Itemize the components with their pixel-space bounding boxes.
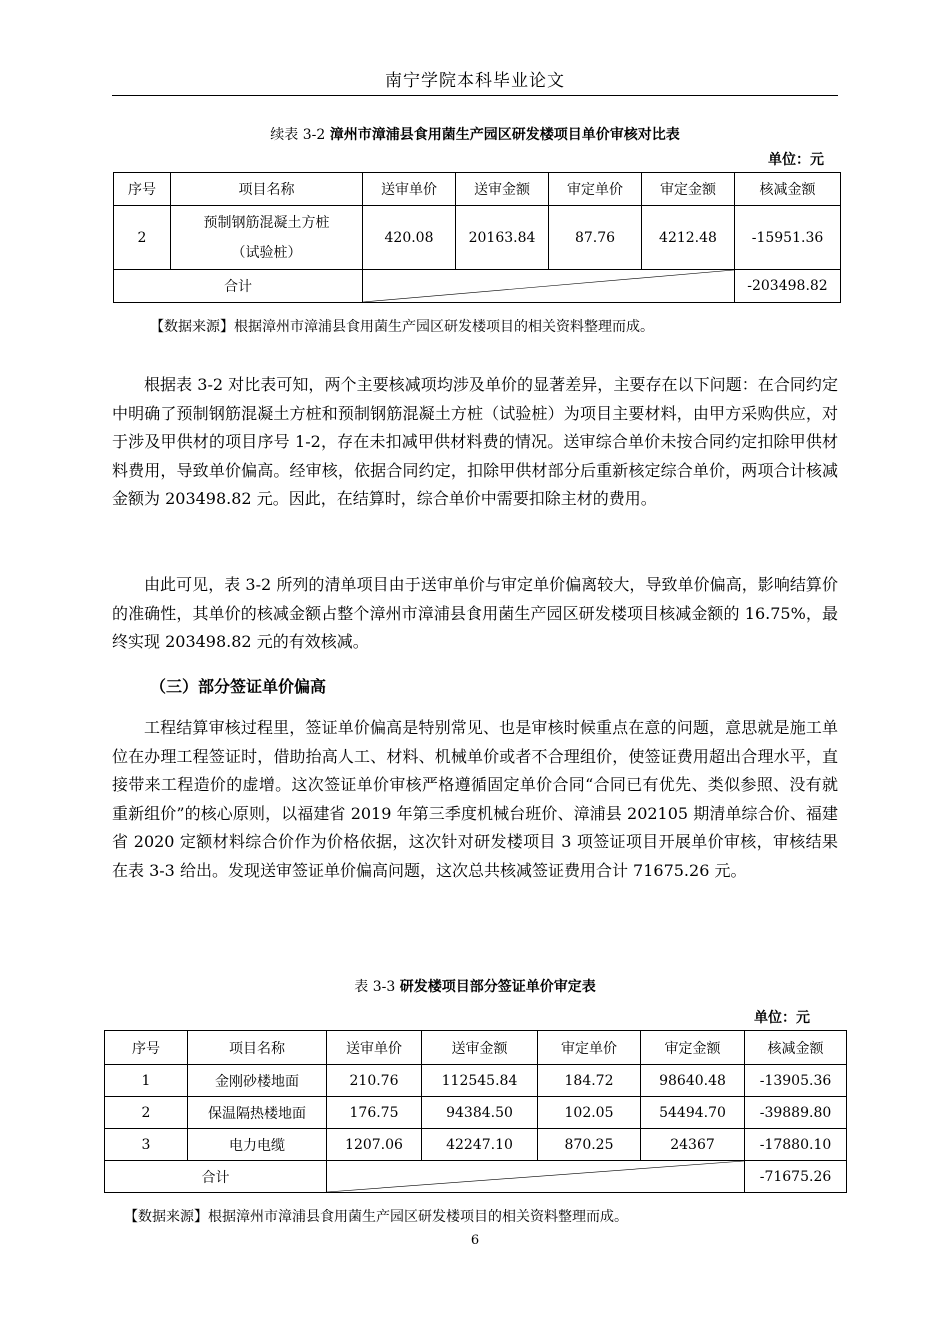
- row-number-cell: 1: [105, 1065, 188, 1097]
- table2-unit: 单位：元: [754, 1010, 810, 1026]
- table2-header-row: [105, 1031, 847, 1065]
- submit-amount-cell: 20163.84: [456, 206, 549, 270]
- table1-header-cell: 核减金额: [735, 173, 841, 206]
- item-name-cell: [171, 206, 363, 270]
- submit-amount-cell: 112545.84: [422, 1065, 538, 1097]
- header-rule: [112, 95, 838, 96]
- body-paragraph-3: 工程结算审核过程里，签证单价偏高是特别常见、也是审核时候重点在意的问题，意思就是施工单位在办理工程签证时，借助抬高人工、材料、机械单价或者不合理组价，使签证费用超出合理水平，直接带来工程造价的虚增。这次签证单价审核严格遵循固定单价合同“合同已有优先、类似参照、没有就重新组价”的核心原则，以福建省 2019 年第三季度机械台班价、漳浦县 202105 期清单综合价、福建省 2020 定额材料综合价作为价格依据，这次针对研发楼项目 3 项签证项目开展单价审核，审核结果在表 3-3 给出。发现送审签证单价偏高问题，这次总共核减签证费用合计 71675.26 元。: [112, 718, 838, 880]
- total-blank-diagonal-cell: [327, 1161, 745, 1193]
- table1-caption-title: 漳州市漳浦县食用菌生产园区研发楼项目单价审核对比表: [329, 127, 680, 143]
- diagonal-line: [363, 270, 734, 302]
- section-heading: （三）部分签证单价偏高: [150, 677, 327, 696]
- reduction-cell: -39889.80: [745, 1097, 847, 1129]
- reduction-cell: -13905.36: [745, 1065, 847, 1097]
- item-name-line: （试验桩）: [231, 244, 302, 261]
- item-name-cell: 电力电缆: [188, 1129, 327, 1161]
- submit-price-cell: 420.08: [363, 206, 456, 270]
- table-row: [105, 1065, 847, 1097]
- item-name-cell: 金刚砂楼地面: [188, 1065, 327, 1097]
- approved-amount-cell: 54494.70: [641, 1097, 745, 1129]
- table1-header-cell: 送审单价: [363, 173, 456, 206]
- approved-amount-cell: 4212.48: [642, 206, 735, 270]
- table1-header-cell: 送审金额: [456, 173, 549, 206]
- table1-caption-number: 续表 3-2: [270, 127, 326, 143]
- submit-amount-cell: 42247.10: [422, 1129, 538, 1161]
- total-reduction-cell: -71675.26: [745, 1161, 847, 1193]
- table2-total-row: [105, 1161, 847, 1193]
- approved-price-cell: 87.76: [549, 206, 642, 270]
- table2: [104, 1030, 847, 1193]
- table2-header-cell: 审定金额: [641, 1031, 745, 1065]
- submit-amount-cell: 94384.50: [422, 1097, 538, 1129]
- table2-header-cell: 核减金额: [745, 1031, 847, 1065]
- table1-header-cell: 序号: [114, 173, 171, 206]
- table2-header-cell: 送审金额: [422, 1031, 538, 1065]
- diagonal-line: [327, 1161, 744, 1192]
- total-blank-diagonal-cell: [363, 270, 735, 303]
- table2-header-cell: 序号: [105, 1031, 188, 1065]
- body-paragraph-1: 根据表 3-2 对比表可知，两个主要核减项均涉及单价的显著差异，主要存在以下问题：在合同约定中明确了预制钢筋混凝土方桩和预制钢筋混凝土方桩（试验桩）为项目主要材料，由甲方采购供应，对于涉及甲供材的项目序号 1-2，存在未扣减甲供材料费的情况。送审综合单价未按合同约定扣除甲供材料费用，导致单价偏高。经审核，依据合同约定，扣除甲供材部分后重新核定综合单价，两项合计核减金额为 203498.82 元。因此，在结算时，综合单价中需要扣除主材的费用。: [112, 375, 838, 509]
- running-header: 南宁学院本科毕业论文: [385, 71, 565, 91]
- item-name-line: 预制钢筋混凝土方桩: [203, 214, 330, 231]
- submit-price-cell: 1207.06: [327, 1129, 422, 1161]
- total-reduction-cell: -203498.82: [735, 270, 841, 303]
- table2-caption-title: 研发楼项目部分签证单价审定表: [399, 979, 596, 995]
- row-number-cell: 2: [114, 206, 171, 270]
- table1-source-note: 【数据来源】根据漳州市漳浦县食用菌生产园区研发楼项目的相关资料整理而成。: [150, 319, 654, 335]
- table-row: [114, 206, 841, 270]
- approved-amount-cell: 98640.48: [641, 1065, 745, 1097]
- table2-source-note: 【数据来源】根据漳州市漳浦县食用菌生产园区研发楼项目的相关资料整理而成。: [124, 1209, 628, 1225]
- row-number-cell: 3: [105, 1129, 188, 1161]
- table2-caption: [112, 976, 838, 996]
- approved-price-cell: 184.72: [538, 1065, 641, 1097]
- table2-caption-number: 表 3-3: [354, 979, 396, 995]
- table2-header-cell: 送审单价: [327, 1031, 422, 1065]
- submit-price-cell: 210.76: [327, 1065, 422, 1097]
- page-number: 6: [470, 1233, 480, 1248]
- table1-total-row: [114, 270, 841, 303]
- table1-header-row: [114, 173, 841, 206]
- total-label-cell: 合计: [105, 1161, 327, 1193]
- row-number-cell: 2: [105, 1097, 188, 1129]
- table-row: [105, 1129, 847, 1161]
- total-label-cell: 合计: [114, 270, 363, 303]
- reduction-cell: -17880.10: [745, 1129, 847, 1161]
- table1: [113, 172, 841, 303]
- table2-header-cell: 项目名称: [188, 1031, 327, 1065]
- submit-price-cell: 176.75: [327, 1097, 422, 1129]
- table1-header-cell: 项目名称: [171, 173, 363, 206]
- item-name-cell: 保温隔热楼地面: [188, 1097, 327, 1129]
- table1-caption: [112, 124, 838, 144]
- approved-amount-cell: 24367: [641, 1129, 745, 1161]
- table1-unit: 单位：元: [768, 152, 824, 168]
- approved-price-cell: 870.25: [538, 1129, 641, 1161]
- table2-header-cell: 审定单价: [538, 1031, 641, 1065]
- table1-header-cell: 审定金额: [642, 173, 735, 206]
- body-paragraph-2: 由此可见，表 3-2 所列的清单项目由于送审单价与审定单价偏离较大，导致单价偏高，影响结算价的准确性，其单价的核减金额占整个漳州市漳浦县食用菌生产园区研发楼项目核减金额的 16.75%，最终实现 203498.82 元的有效核减。: [112, 575, 838, 652]
- approved-price-cell: 102.05: [538, 1097, 641, 1129]
- table1-header-cell: 审定单价: [549, 173, 642, 206]
- table-row: [105, 1097, 847, 1129]
- reduction-cell: -15951.36: [735, 206, 841, 270]
